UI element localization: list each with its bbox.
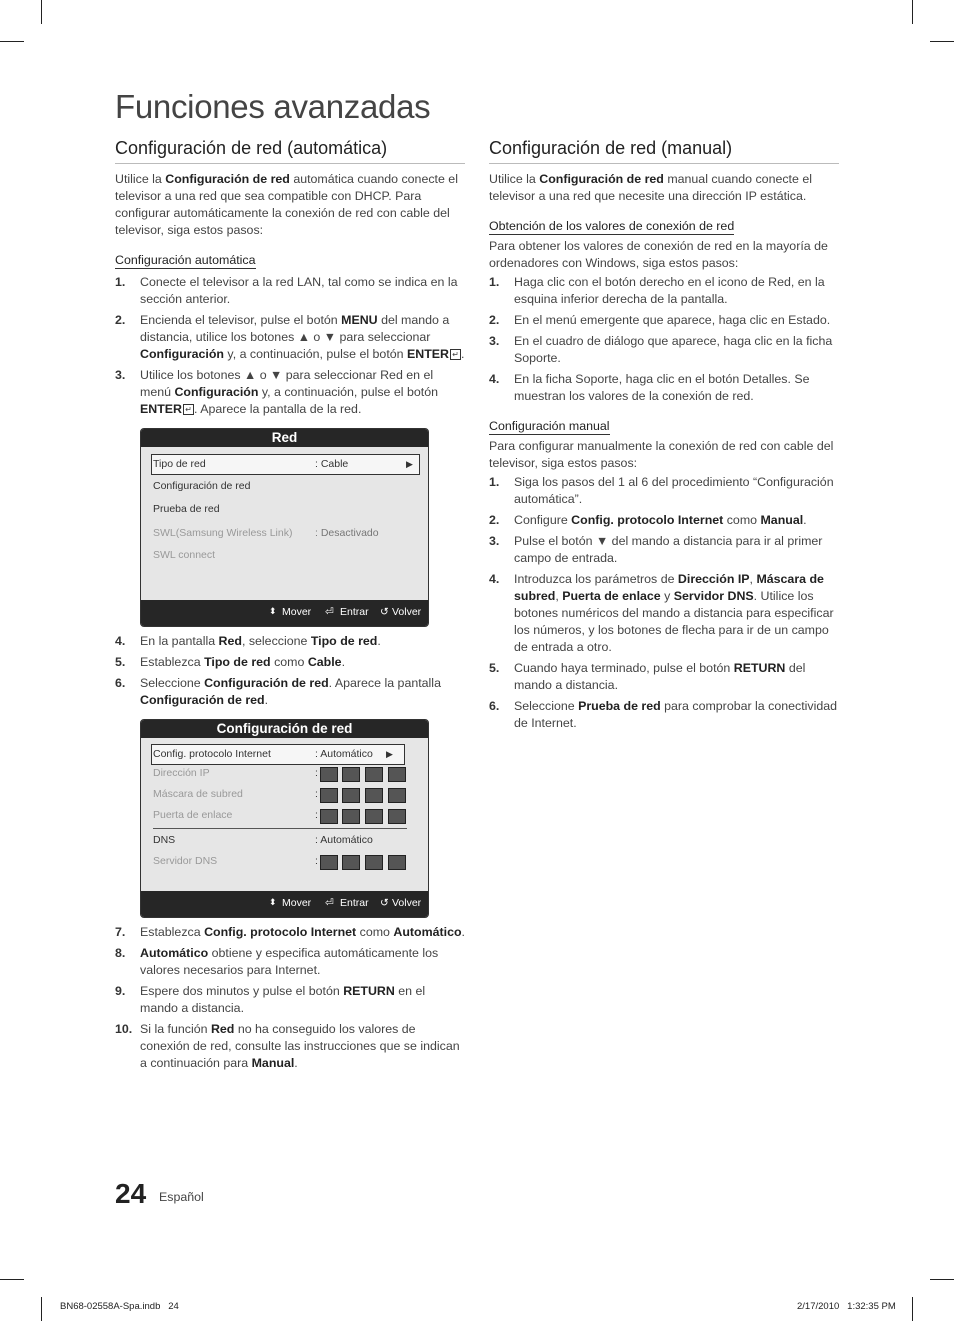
dns-field[interactable] — [388, 855, 406, 870]
crop-mark — [41, 1297, 42, 1321]
gateway-field[interactable] — [342, 809, 360, 824]
entrar-label: Entrar — [340, 606, 369, 618]
osd-item-configuracion-de-red[interactable]: Configuración de red — [153, 480, 251, 492]
crop-mark — [41, 0, 42, 24]
list-item: 5. Cuando haya terminado, pulse el botón RETURN del mando a distancia. — [489, 661, 806, 692]
osd-item-dns[interactable]: DNS — [153, 834, 176, 846]
right-column — [489, 138, 839, 736]
paragraph: Para configurar manualmente la conexión de red con cable del televisor, siga estos pasos: — [489, 439, 834, 470]
volver-label: Volver — [392, 606, 422, 618]
divider — [153, 828, 407, 829]
steps-list — [115, 633, 465, 709]
gateway-field[interactable] — [320, 809, 338, 824]
mover-label: Mover — [282, 897, 312, 909]
dns-field[interactable] — [320, 855, 338, 870]
osd-red-screen — [140, 428, 429, 627]
mask-field[interactable] — [342, 788, 360, 803]
list-item: 2. Configure Config. protocolo Internet como Manual. — [489, 513, 807, 527]
arrow-right-icon: ▶ — [406, 459, 413, 469]
subheading-auto: Configuración automática — [115, 253, 256, 267]
steps-list — [489, 474, 839, 732]
osd-title: Red — [141, 429, 428, 447]
osd-item-puerta[interactable]: Puerta de enlace — [153, 809, 233, 821]
crop-mark — [0, 41, 24, 42]
intro-paragraph: Utilice la Configuración de red manual cuando conecte el televisor a una red que necesite una dirección IP estática. — [489, 172, 812, 203]
list-item: 3. Utilice los botones ▲ o ▼ para seleccionar Red en el menú Configuración y, a continuación, pulse el botón ENTER ↵ . Aparece la pantalla de la red. — [115, 368, 438, 416]
dns-field[interactable] — [365, 855, 383, 870]
osd-item-prueba-de-red[interactable]: Prueba de red — [153, 503, 220, 515]
enter-icon: ⏎ — [325, 897, 334, 909]
steps-list — [115, 274, 465, 418]
crop-mark — [930, 1279, 954, 1280]
osd-title: Configuración de red — [141, 720, 428, 738]
osd-value: : Desactivado — [315, 527, 379, 539]
osd-value: : Automático — [315, 748, 373, 760]
mask-field[interactable] — [320, 788, 338, 803]
dns-field[interactable] — [342, 855, 360, 870]
osd-item-tipo-de-red[interactable]: Tipo de red — [153, 458, 206, 470]
steps-list — [489, 274, 839, 405]
osd-item-config-protocolo[interactable]: Config. protocolo Internet — [153, 748, 271, 760]
volver-label: Volver — [392, 897, 422, 909]
list-item: 5. Establezca Tipo de red como Cable. — [115, 655, 346, 669]
list-item: 4. En la ficha Soporte, haga clic en el botón Detalles. Se muestran los valores de la conexión de red. — [489, 372, 810, 403]
list-item: 6. Seleccione Prueba de red para comprobar la conectividad de Internet. — [489, 699, 838, 730]
page-number: 24 — [115, 1178, 147, 1209]
subheading-manual: Configuración manual — [489, 419, 610, 433]
mover-label: Mover — [282, 606, 312, 618]
return-icon: ↺ — [380, 897, 389, 909]
osd-footer — [141, 600, 428, 626]
return-icon: ↺ — [380, 606, 389, 618]
enter-icon: ⏎ — [325, 606, 334, 618]
list-item: 1. Haga clic con el botón derecho en el icono de Red, en la esquina inferior derecha de la pantalla. — [489, 275, 825, 306]
section-heading-auto: Configuración de red (automática) — [115, 138, 465, 164]
osd-colon: : — [315, 767, 318, 779]
osd-item-swl-connect[interactable]: SWL connect — [153, 549, 216, 561]
gateway-field[interactable] — [365, 809, 383, 824]
osd-colon: : — [315, 855, 318, 867]
osd-item-swl[interactable]: SWL(Samsung Wireless Link) — [153, 527, 293, 539]
list-item: 3. En el cuadro de diálogo que aparece, haga clic en la ficha Soporte. — [489, 334, 833, 365]
list-item: 2. En el menú emergente que aparece, haga clic en Estado. — [489, 313, 831, 327]
crop-mark — [912, 1297, 913, 1321]
osd-config-red-screen — [140, 719, 429, 918]
arrow-right-icon: ▶ — [386, 749, 393, 759]
ip-field[interactable] — [388, 767, 406, 782]
mask-field[interactable] — [365, 788, 383, 803]
paragraph: Para obtener los valores de conexión de red en la mayoría de ordenadores con Windows, siga estos pasos: — [489, 239, 828, 270]
list-item: 4. Introduzca los parámetros de Dirección IP, Máscara de subred, Puerta de enlace y Servidor DNS. Utilice los botones numéricos del mando a distancia para especificar los números, y los botones de flecha para ir de un campo de entrada a otro. — [489, 572, 834, 654]
crop-mark — [930, 41, 954, 42]
osd-item-mascara[interactable]: Máscara de subred — [153, 788, 243, 800]
ip-field[interactable] — [365, 767, 383, 782]
list-item: 7. Establezca Config. protocolo Internet como Automático. — [115, 925, 465, 939]
mask-field[interactable] — [388, 788, 406, 803]
osd-colon: : — [315, 788, 318, 800]
print-file-label: BN68-02558A-Spa.indb 24 — [60, 1301, 179, 1312]
crop-mark — [0, 1279, 24, 1280]
section-heading-manual: Configuración de red (manual) — [489, 138, 839, 164]
steps-list — [115, 924, 465, 1072]
osd-item-servidor-dns[interactable]: Servidor DNS — [153, 855, 218, 867]
language-label: Español — [159, 1190, 204, 1204]
osd-colon: : — [315, 809, 318, 821]
list-item: 3. Pulse el botón ▼ del mando a distancia para ir al primer campo de entrada. — [489, 534, 823, 565]
list-item: 8. Automático obtiene y especifica automáticamente los valores necesarios para Internet. — [115, 946, 439, 977]
print-datetime-label: 2/17/2010 1:32:35 PM — [797, 1301, 896, 1312]
osd-value: : Automático — [315, 834, 373, 846]
gateway-field[interactable] — [388, 809, 406, 824]
subheading-obtencion: Obtención de los valores de conexión de red — [489, 219, 735, 233]
osd-value: : Cable — [315, 458, 349, 470]
list-item: 10. Si la función Red no ha conseguido los valores de conexión de red, consulte las instrucciones que se indican a continuación para Manual. — [115, 1022, 460, 1070]
list-item: 1. Conecte el televisor a la red LAN, tal como se indica en la sección anterior. — [115, 275, 458, 306]
list-item: 1. Siga los pasos del 1 al 6 del procedimiento “Configuración automática”. — [489, 475, 834, 506]
list-item: 2. Encienda el televisor, pulse el botón MENU del mando a distancia, utilice los botones ▲ o ▼ para seleccionar Configuración y, a continuación, pulse el botón ENTER ↵ . — [115, 313, 465, 361]
list-item: 9. Espere dos minutos y pulse el botón RETURN en el mando a distancia. — [115, 984, 426, 1015]
ip-field[interactable] — [320, 767, 338, 782]
osd-footer — [141, 891, 428, 917]
page-title: Funciones avanzadas — [115, 88, 431, 125]
updown-icon: ⬍ — [269, 897, 277, 907]
list-item: 4. En la pantalla Red, seleccione Tipo de red. — [115, 634, 381, 648]
crop-mark — [912, 0, 913, 24]
enter-icon: ↵ — [450, 349, 461, 360]
updown-icon: ⬍ — [269, 606, 277, 616]
left-column — [115, 138, 465, 1076]
enter-icon: ↵ — [183, 404, 194, 415]
ip-field[interactable] — [342, 767, 360, 782]
osd-item-direccion-ip[interactable]: Dirección IP — [153, 767, 210, 779]
intro-paragraph: Utilice la Configuración de red automática cuando conecte el televisor a una red que sea compatible con DHCP. Para configurar automáticamente la conexión de red con cable del televisor, siga estos pasos: — [115, 172, 458, 237]
entrar-label: Entrar — [340, 897, 369, 909]
list-item: 6. Seleccione Configuración de red. Aparece la pantalla Configuración de red. — [115, 676, 441, 707]
